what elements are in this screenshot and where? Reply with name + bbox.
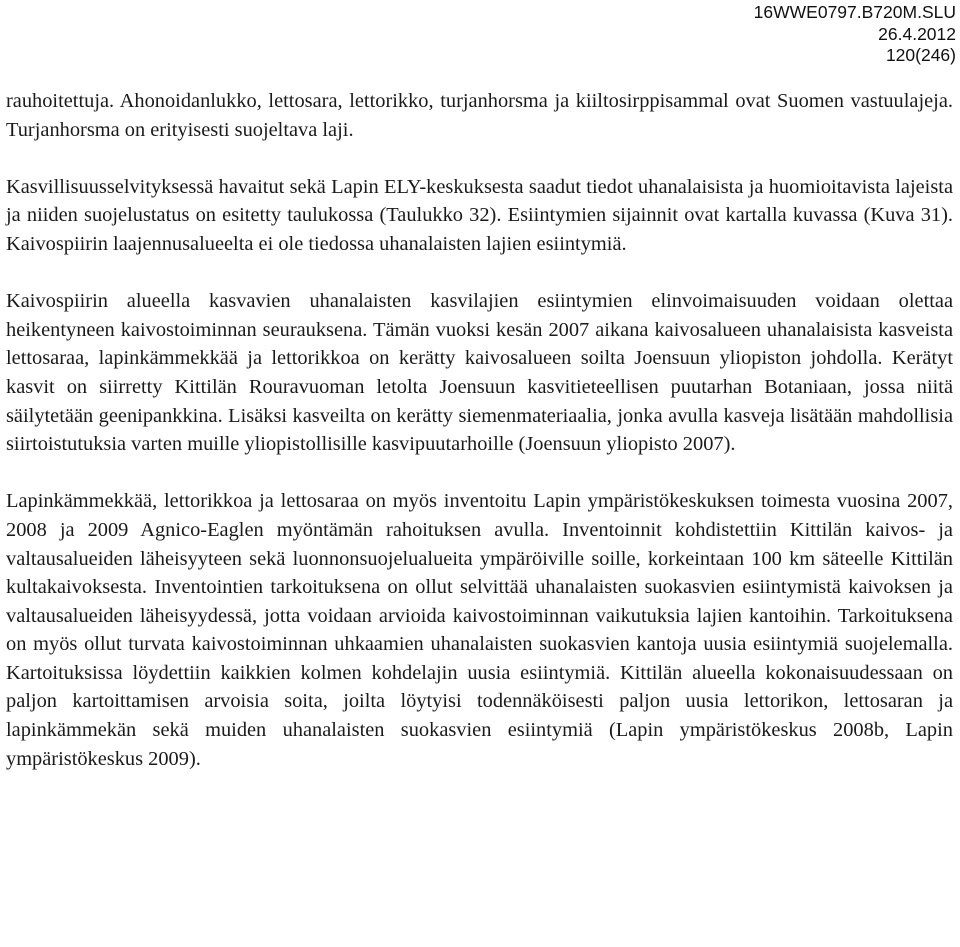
- document-body: [6, 87, 953, 773]
- document-date: 26.4.2012: [878, 23, 956, 44]
- paragraph-survey-findings: Kasvillisuusselvityksessä havaitut sekä Lapin ELY-keskuksesta saadut tiedot uhanalaisista ja huomioitavista lajeista ja niiden suojelustatus on esitetty taulukossa (Taulukko 32). Esiintymien sijainnit ovat kartalla kuvassa (Kuva 31). Kaivospiirin laajennusalueelta ei ole tiedossa uhanalaisten lajien esiintymiä.: [6, 175, 953, 255]
- paragraph-protected-species: rauhoitettuja. Ahonoidanlukko, lettosara, lettorikko, turjanhorsma ja kiiltosirppisammal ovat Suomen vastuulajeja. Turjanhorsma on erityisesti suojeltava laji.: [6, 90, 953, 141]
- document-id: 16WWE0797.B720M.SLU: [753, 2, 956, 22]
- paragraph-plant-relocation: Kaivospiirin alueella kasvavien uhanalaisten kasvilajien esiintymien elinvoimaisuuden voidaan olettaa heikentyneen kaivostoiminnan seurauksena. Tämän vuoksi kesän 2007 aikana kaivosalueen uhanalaisista kasveista lettosaraa, lapinkämmekkää ja lettorikkoa on kerätty kaivosalueen soilta Joensuun yliopiston johdolla. Kerätyt kasvit on siirretty Kittilän Rouravuoman letolta Joensuun kasvitieteellisen puutarhan Botaniaan, jossa niitä säilytetään geenipankkina. Lisäksi kasveilta on kerätty siemenmateriaalia, jonka avulla kasveja lisätään mahdollisia siirtoistutuksia varten muille yliopistollisille kasvipuutarhoille (Joensuun yliopisto 2007).: [6, 290, 953, 456]
- paragraph-inventory: Lapinkämmekkää, lettorikkoa ja lettosaraa on myös inventoitu Lapin ympäristökeskuksen toimesta vuosina 2007, 2008 ja 2009 Agnico-Eaglen myöntämän rahoituksen avulla. Inventoinnit kohdistettiin Kittilän kaivos- ja valtausalueiden läheisyyteen sekä luonnonsuojelualueita ympäröiville soille, korkeintaan 100 km säteelle Kittilän kultakaivoksesta. Inventointien tarkoituksena on ollut selvittää uhanalaisten suokasvien esiintymistä kaivoksen ja valtausalueiden läheisyydessä, jotta voidaan arvioida kaivostoiminnan vaikutuksia lajien kantoihin. Tarkoituksena on myös ollut turvata kaivostoiminnan uhkaamien uhanalaisten suokasvien kantoja uusia esiintymiä suojelemalla. Kartoituksissa löydettiin kaikkien kolmen kohdelajin uusia esiintymiä. Kittilän alueella kokonaisuudessaan on paljon kartoittamisen arvoisia soita, joilta löytyisi todennäköisesti paljon uusia lettorikon, lettosaran ja lapinkämmekän sekä muiden uhanalaisten suokasvien esiintymiä (Lapin ympäristökeskus 2008b, Lapin ympäristökeskus 2009).: [6, 490, 953, 770]
- page-number: 120(246): [885, 45, 956, 65]
- page-header: [754, 2, 956, 67]
